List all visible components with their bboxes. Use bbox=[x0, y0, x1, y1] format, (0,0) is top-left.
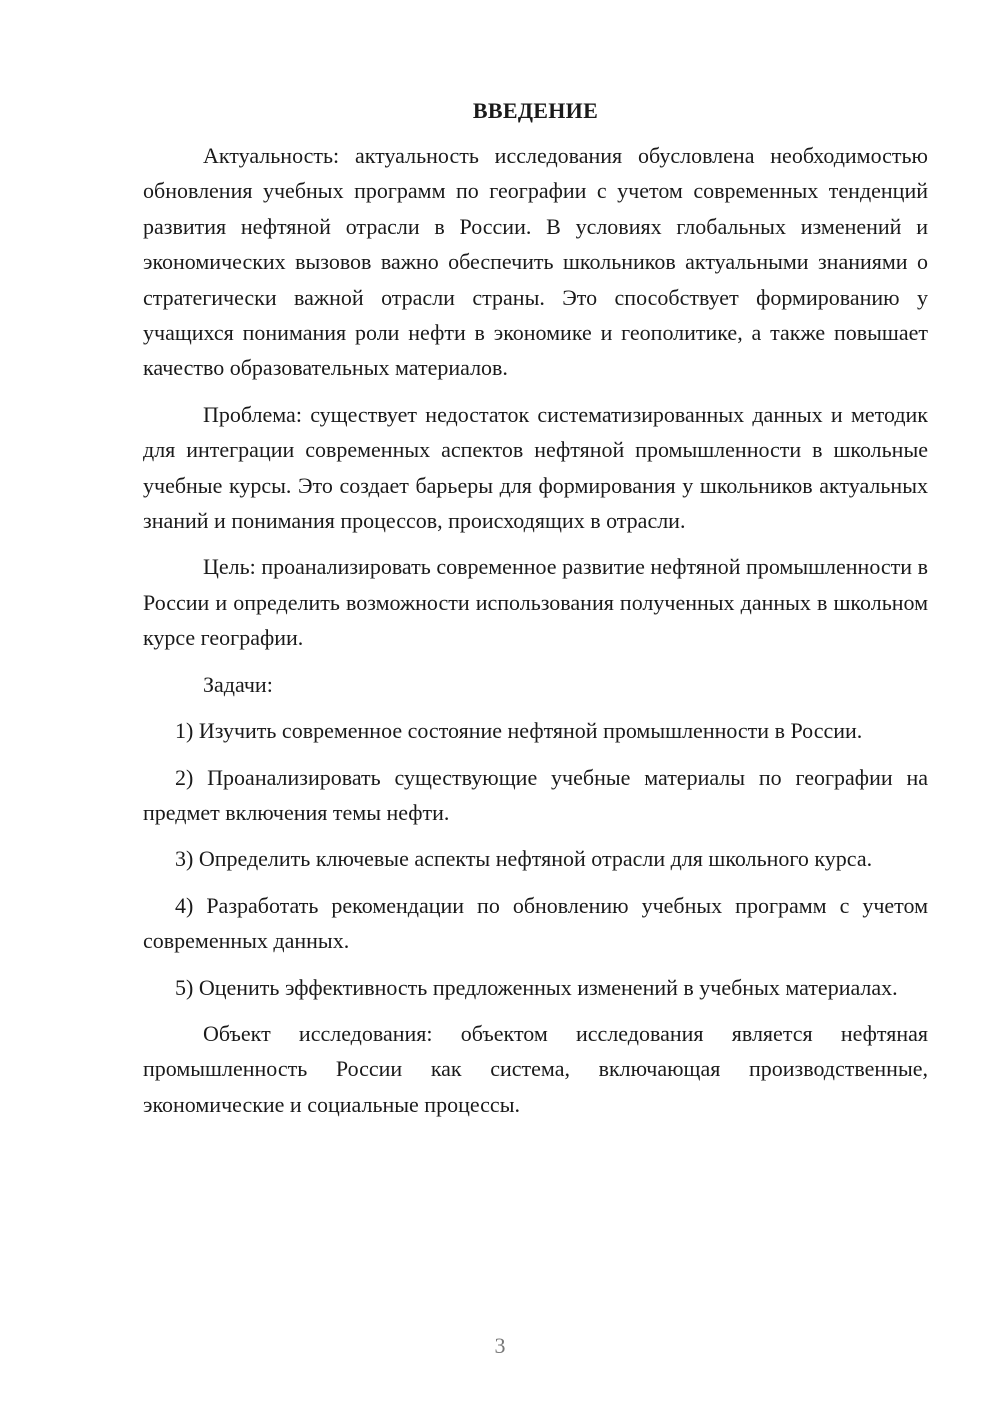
research-object-paragraph: Объект исследования: объектом исследования является нефтяная промышленность России как система, включающая производственные, экономические и социальные процессы. bbox=[143, 1020, 928, 1117]
section-title: ВВЕДЕНИЕ bbox=[472, 98, 599, 123]
task-item: 4) Разработать рекомендации по обновлению учебных программ с учетом современных данных. bbox=[143, 892, 928, 954]
page-number: 3 bbox=[494, 1333, 506, 1358]
goal-paragraph: Цель: проанализировать современное развитие нефтяной промышленности в России и определить возможности использования полученных данных в школьном курсе географии. bbox=[143, 554, 928, 651]
document-page bbox=[143, 96, 928, 1122]
task-item: 3) Определить ключевые аспекты нефтяной отрасли для школьного курса. bbox=[175, 846, 873, 872]
task-item: 1) Изучить современное состояние нефтяной промышленности в России. bbox=[175, 718, 863, 744]
problem-paragraph: Проблема: существует недостаток систематизированных данных и методик для интеграции современных аспектов нефтяной промышленности в школьные учебные курсы. Это создает барьеры для формирования у школьников актуальных знаний и понимания процессов, происходящих в отрасли. bbox=[143, 401, 928, 534]
task-item: 2) Проанализировать существующие учебные материалы по географии на предмет включения темы нефти. bbox=[143, 764, 928, 825]
tasks-heading: Задачи: bbox=[203, 671, 273, 697]
task-item: 5) Оценить эффективность предложенных изменений в учебных материалах. bbox=[175, 974, 898, 1000]
relevance-paragraph: Актуальность: актуальность исследования обусловлена необходимостью обновления учебных программ по географии с учетом современных тенденций развития нефтяной отрасли в России. В условиях глобальных изменений и экономических вызовов важно обеспечить школьников актуальными знаниями о стратегически важной отрасли страны. Это способствует формированию у учащихся понимания роли нефти в экономике и геополитике, а также повышает качество образовательных материалов. bbox=[143, 143, 928, 381]
